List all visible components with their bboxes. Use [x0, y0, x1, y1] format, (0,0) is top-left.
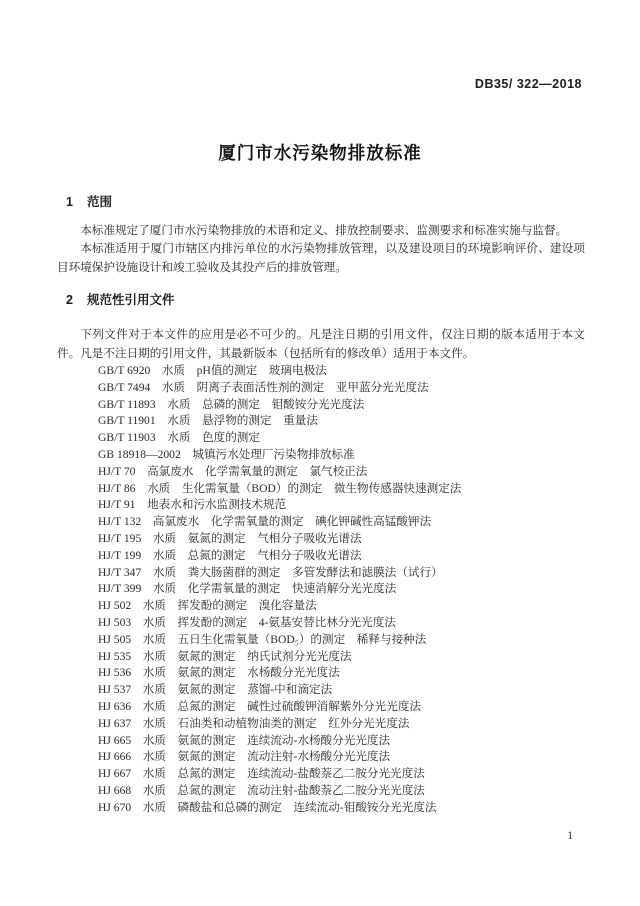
reference-item: HJ 636 水质 总氮的测定 碱性过硫酸钾消解紫外分光光度法 [98, 699, 422, 713]
reference-item: HJ 637 水质 石油类和动植物油类的测定 红外分光光度法 [98, 716, 410, 730]
reference-item: HJ/T 132 高氯废水 化学需氧量的测定 碘化钾碱性高锰酸钾法 [98, 515, 432, 529]
reference-item: HJ 537 水质 氨氮的测定 蒸馏-中和滴定法 [98, 683, 333, 697]
reference-item: HJ 667 水质 总氮的测定 连续流动-盐酸萘乙二胺分光光度法 [98, 767, 425, 781]
reference-item: HJ/T 70 高氯废水 化学需氧量的测定 氯气校正法 [98, 464, 368, 478]
reference-item: GB/T 6920 水质 pH值的测定 玻璃电极法 [98, 364, 327, 378]
clause-2-intro [57, 326, 585, 363]
clause-1-title: 范围 [86, 195, 112, 209]
document-body [57, 190, 585, 817]
reference-item: HJ 668 水质 总氮的测定 流动注射-盐酸萘乙二胺分光光度法 [98, 783, 425, 797]
reference-item: HJ/T 195 水质 氨氮的测定 气相分子吸收光谱法 [98, 532, 362, 545]
clause-2-number: 2 [66, 293, 73, 308]
reference-item: HJ 670 水质 磷酸盐和总磷的测定 连续流动-钼酸铵分光光度法 [98, 800, 437, 814]
reference-item: GB/T 11903 水质 色度的测定 [98, 431, 260, 445]
page-number: 1 [567, 830, 573, 842]
reference-list [57, 363, 585, 817]
clause-1-heading [66, 190, 585, 209]
reference-item: HJ/T 399 水质 化学需氧量的测定 快速消解分光光度法 [98, 582, 397, 596]
reference-item: HJ 503 水质 挥发酚的测定 4-氨基安替比林分光光度法 [98, 615, 396, 629]
reference-item: HJ 535 水质 氨氮的测定 纳氏试剂分光光度法 [98, 649, 352, 663]
standard-code: DB35/ 322—2018 [474, 77, 582, 91]
reference-item: HJ/T 199 水质 总氮的测定 气相分子吸收光谱法 [98, 548, 362, 562]
reference-item: GB 18918—2002 城镇污水处理厂污染物排放标准 [98, 448, 355, 462]
reference-item: GB/T 7494 水质 阴离子表面活性剂的测定 亚甲蓝分光光度法 [98, 380, 429, 394]
reference-item: HJ/T 347 水质 粪大肠菌群的测定 多管发酵法和滤膜法（试行） [98, 565, 443, 579]
reference-item: HJ/T 86 水质 生化需氧量（BOD）的测定 微生物传感器快速测定法 [98, 481, 462, 495]
paragraph: 下列文件对于本文件的应用是必不可少的。凡是注日期的引用文件，仅注日期的版本适用于本文件。凡是不注日期的引用文件，其最新版本（包括所有的修改单）适用于本文件。 [57, 328, 585, 360]
reference-item: HJ 536 水质 氨氮的测定 水杨酸分光光度法 [98, 666, 340, 680]
clause-2-heading [66, 294, 585, 307]
paragraph: 本标准规定了厦门市水污染物排放的术语和定义、排放控制要求、监测要求和标准实施与监督。 [80, 224, 568, 237]
clause-1-number: 1 [66, 195, 73, 209]
document-title: 厦门市水污染物排放标准 [218, 143, 422, 163]
reference-item: HJ 665 水质 氨氮的测定 连续流动-水杨酸分光光度法 [98, 733, 391, 747]
reference-item: GB/T 11893 水质 总磷的测定 钼酸铵分光光度法 [98, 397, 365, 411]
reference-item: HJ/T 91 地表水和污水监测技术规范 [98, 498, 287, 512]
paragraph: 本标准适用于厦门市辖区内排污单位的水污染物排放管理，以及建设项目的环境影响评价、建设项目环境保护设施设计和竣工验收及其投产后的排放管理。 [57, 242, 585, 274]
reference-item: HJ 666 水质 氨氮的测定 流动注射-水杨酸分光光度法 [98, 750, 391, 764]
clause-2-title: 规范性引用文件 [86, 293, 175, 308]
clause-1-paragraphs [57, 222, 585, 277]
reference-item: HJ 505 水质 五日生化需氧量（BOD₅）的测定 稀释与接种法 [98, 632, 427, 646]
reference-item: GB/T 11901 水质 悬浮物的测定 重量法 [98, 414, 318, 428]
reference-item: HJ 502 水质 挥发酚的测定 溴化容量法 [98, 599, 317, 613]
